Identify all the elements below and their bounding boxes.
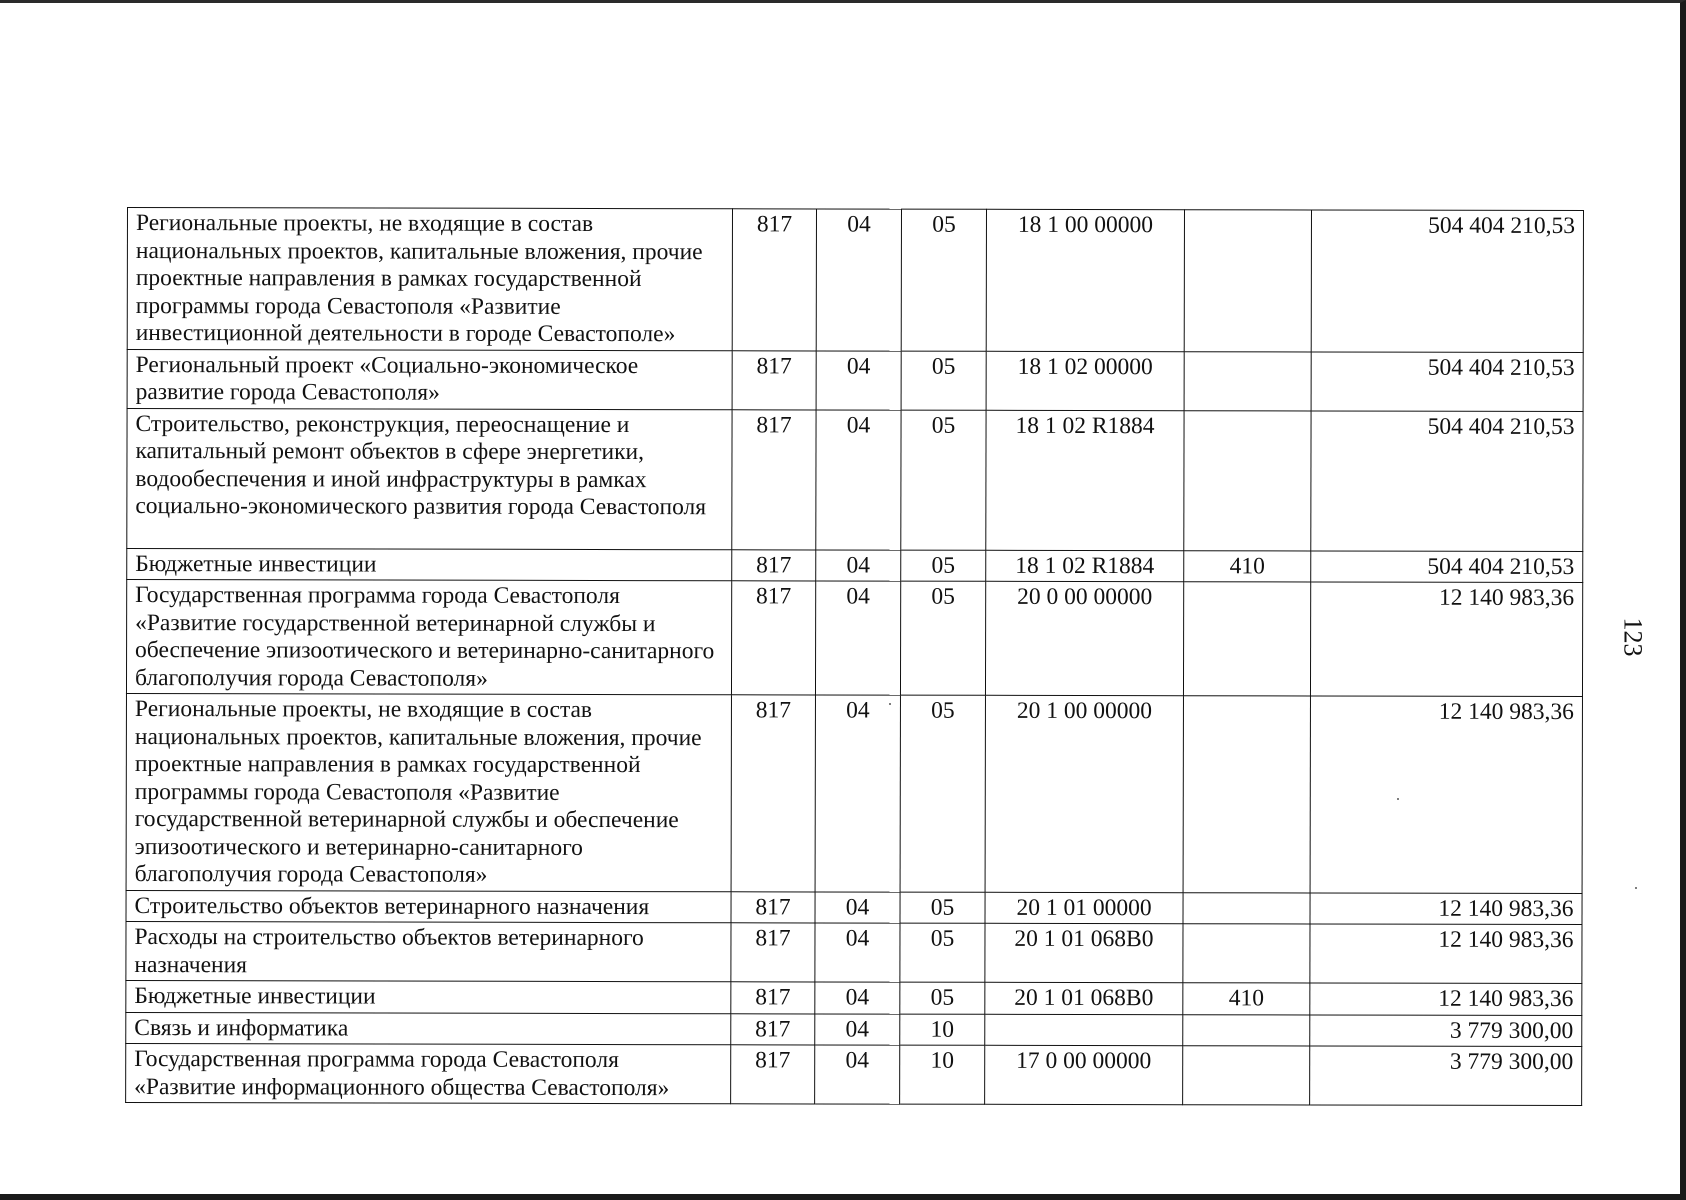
target-article-cell [985,1014,1183,1046]
grbs-cell: 817 [732,409,816,549]
table-body [126,208,1584,1106]
grbs-cell: 817 [731,1013,815,1045]
expense-type-cell [1184,410,1311,550]
expense-type-cell: 410 [1183,983,1310,1015]
grbs-cell: 817 [731,581,815,695]
target-article-cell: 20 1 01 068B0 [985,982,1183,1014]
budget-table [125,207,1584,1106]
grbs-cell: 817 [731,982,815,1014]
row-name-cell: Региональные проекты, не входящие в состав национальных проектов, капитальные вложения, прочие проектные направления в рамках государственной программы города Севастополя «Развитие инвестиционной деятельности в городе Севастополе» [127,208,732,351]
target-article-cell: 18 1 02 R1884 [986,410,1184,550]
table-row [126,580,1582,697]
sum-cell: 3 779 300,00 [1310,1046,1582,1106]
table-row [126,1012,1582,1047]
subsection-cell: 05 [901,351,986,410]
table-row [127,208,1583,353]
expense-type-cell: 410 [1184,550,1311,582]
target-article-cell: 18 1 02 00000 [986,351,1184,410]
section-cell: 04 [815,1013,900,1045]
target-article-cell: 20 1 01 00000 [985,892,1183,924]
expense-type-cell [1183,1014,1310,1046]
table-row [127,349,1583,411]
sum-cell: 504 404 210,53 [1311,210,1583,352]
row-name-cell: Бюджетные инвестиции [127,548,732,581]
sum-cell: 504 404 210,53 [1311,550,1583,582]
subsection-cell: 10 [900,1045,985,1104]
grbs-cell: 817 [732,209,816,351]
target-article-cell: 18 1 02 R1884 [986,550,1184,582]
subsection-cell: 05 [900,695,985,892]
grbs-cell: 817 [731,1045,815,1104]
table-row [126,980,1582,1015]
row-name-cell: Государственная программа города Севастополя «Развитие государственной ветеринарной службы и обеспечение эпизоотического и ветеринарно-санитарного благополучия города Севастополя» [126,580,731,695]
sum-cell: 3 779 300,00 [1310,1014,1582,1046]
section-cell: 04 [816,209,901,351]
section-cell: 04 [816,350,901,409]
scan-speck [889,703,891,705]
table-row [126,694,1582,894]
grbs-cell: 817 [731,923,815,982]
row-name-cell: Связь и информатика [126,1012,731,1045]
row-name-cell: Региональные проекты, не входящие в состав национальных проектов, капитальные вложения, прочие проектные направления в рамках государственной программы города Севастополя «Развитие государственной ветеринарной службы и обеспечение эпизоотического и ветеринарно-санитарного благополучия города Севастополя» [126,694,731,892]
target-article-cell: 20 1 00 00000 [985,695,1183,892]
section-cell: 04 [816,549,901,581]
table-row [127,408,1583,551]
subsection-cell: 05 [901,550,986,582]
subsection-cell: 05 [900,581,985,695]
sum-cell: 504 404 210,53 [1311,410,1583,551]
row-name-cell: Государственная программа города Севастополя «Развитие информационного общества Севастополя» [126,1043,731,1103]
table-row [126,1043,1582,1105]
target-article-cell: 20 0 00 00000 [985,581,1183,695]
scan-speck [1397,798,1399,800]
section-cell: 04 [815,1045,900,1104]
section-cell: 04 [816,409,901,549]
subsection-cell: 05 [901,209,986,351]
expense-type-cell [1184,351,1311,410]
row-name-cell: Строительство, реконструкция, переоснащение и капитальный ремонт объектов в сфере энергетики, водообеспечения и иной инфраструктуры в рамках социально-экономического развития города Севастополя [127,408,732,549]
grbs-cell: 817 [732,549,816,581]
section-cell: 04 [815,695,900,892]
grbs-cell: 817 [732,350,816,409]
expense-type-cell [1183,924,1310,983]
expense-type-cell [1184,210,1311,352]
row-name-cell: Расходы на строительство объектов ветеринарного назначения [126,921,731,981]
sum-cell: 12 140 983,36 [1310,983,1582,1015]
row-name-cell: Бюджетные инвестиции [126,980,731,1013]
section-cell: 04 [815,923,900,982]
subsection-cell: 05 [900,892,985,924]
table-row [126,921,1582,983]
expense-type-cell [1183,696,1310,893]
table-row [127,548,1583,583]
table-row [126,890,1582,925]
expense-type-cell [1183,892,1310,924]
sum-cell: 12 140 983,36 [1310,892,1582,924]
sum-cell: 12 140 983,36 [1310,582,1582,697]
section-cell: 04 [815,982,900,1014]
expense-type-cell [1183,1046,1310,1105]
expense-type-cell [1183,582,1310,696]
subsection-cell: 10 [900,1014,985,1046]
sum-cell: 12 140 983,36 [1310,696,1582,893]
subsection-cell: 05 [900,982,985,1014]
page-number: 123 [1618,617,1648,657]
target-article-cell: 17 0 00 00000 [985,1045,1183,1104]
row-name-cell: Строительство объектов ветеринарного назначения [126,890,731,923]
target-article-cell: 18 1 00 00000 [986,209,1184,351]
grbs-cell: 817 [731,891,815,923]
sum-cell: 12 140 983,36 [1310,924,1582,984]
scan-speck [1635,887,1637,889]
subsection-cell: 05 [900,923,985,982]
row-name-cell: Региональный проект «Социально-экономическое развитие города Севастополя» [127,349,732,409]
sum-cell: 504 404 210,53 [1311,351,1583,411]
section-cell: 04 [815,891,900,923]
subsection-cell: 05 [901,410,986,550]
target-article-cell: 20 1 01 068B0 [985,923,1183,982]
section-cell: 04 [815,581,900,695]
grbs-cell: 817 [731,695,815,892]
